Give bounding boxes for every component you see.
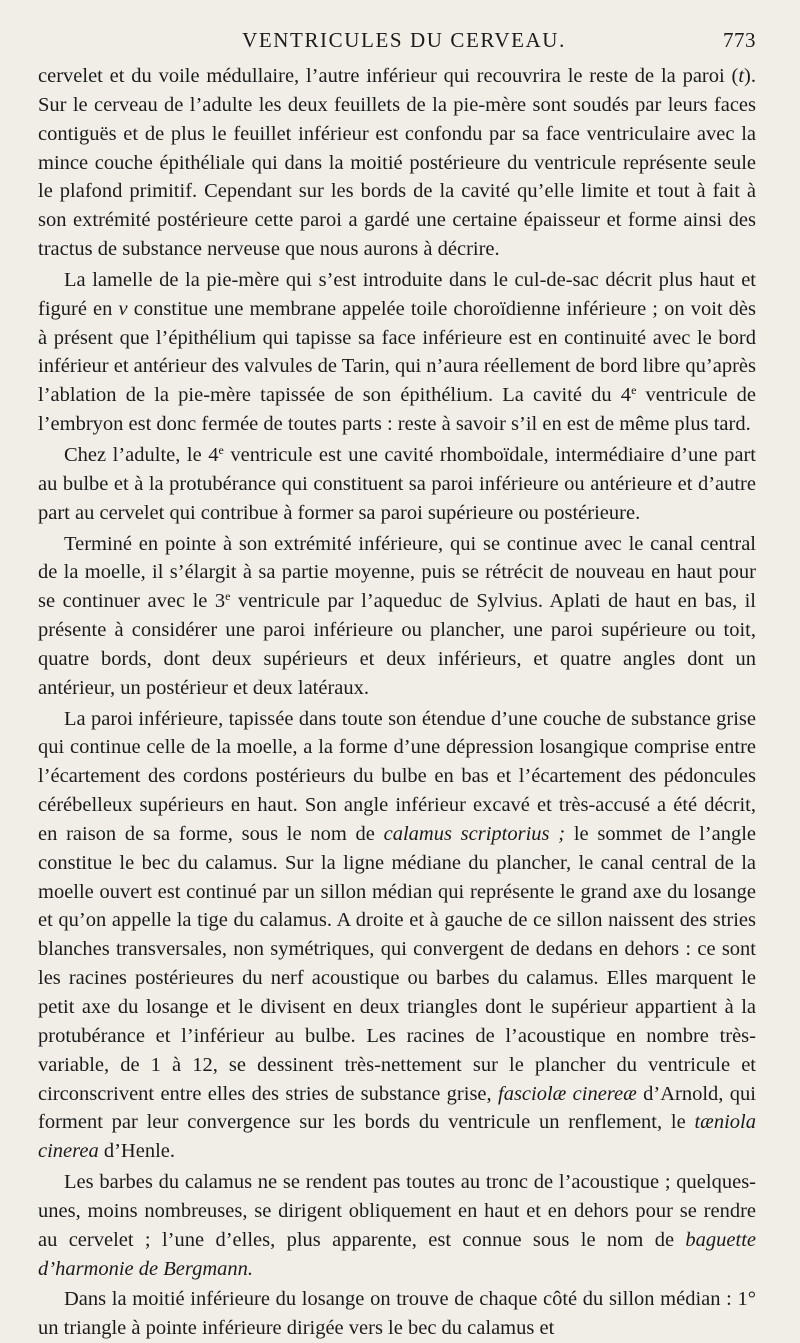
paragraph: [38, 1285, 756, 1343]
text-run: d’Arnold, qui forment par leur convergence sur les bords du ventricule un renflement, le: [38, 1082, 756, 1134]
text-run: ). Sur le cerveau de l’adulte les deux feuillets de la pie-mère sont soudés par leurs faces contiguës et de plus le feuillet inférieur est confondu par sa face ventriculaire avec la mince couche épithéliale qui dans la moitié postérieure du ventricule représente seule le plafond primitif. Cependant sur les bords de la cavité qu’elle limite et tout à fait à son extrémité postérieure cette paroi a gardé une certaine épaisseur et forme ainsi des tractus de substance nerveuse que nous aurons à décrire.: [38, 65, 756, 261]
italic-term: tæniola cinerea: [38, 1111, 756, 1163]
page-number: 773: [723, 28, 756, 52]
italic-term: baguette d’harmonie de Bergmann.: [38, 1228, 756, 1280]
italic-term: calamus scriptorius ;: [383, 822, 566, 845]
text-run: le sommet de l’angle constitue le bec du calamus. Sur la ligne médiane du plancher, le canal central de la moelle ouvert est continué par un sillon médian qui représente le grand axe du losange et qu’on appelle la tige du calamus. A droite et à gauche de ce sillon naissent des stries blanches transversales, non symétriques, qui convergent de dedans en dehors : ce sont les racines postérieures du nerf acoustique ou barbes du calamus. Elles marquent le petit axe du losange et le divisent en deux triangles dont le supérieur appartient à la protubérance et l’inférieur au bulbe. Les racines de l’acoustique en nombre très-variable, de 1 à 12, se dessinent très-nettement sur le plancher du ventricule et circonscrivent entre elles des stries de substance grise,: [38, 822, 756, 1105]
text-run: d’Henle.: [98, 1140, 175, 1163]
ordinal-superscript: e: [631, 383, 637, 398]
italic-term: t: [738, 65, 745, 87]
paragraph: [38, 705, 756, 1167]
text-run: Chez l’adulte, le 4: [64, 443, 219, 466]
text-run: La paroi inférieure, tapissée dans toute son étendue d’une couche de substance grise qui continue celle de la moelle, a la forme d’une dépression losangique comprise entre l’écartement des cordons postérieurs du bulbe en bas et l’écartement des pédoncules cérébelleux supérieurs en haut. Son angle inférieur excavé et très-accusé a été décrit, en raison de sa forme, sous le nom de: [38, 707, 756, 845]
text-run: ventricule est une cavité rhomboïdale, intermédiaire d’une part au bulbe et à la protubérance qui constituent sa paroi inférieure ou antérieure et d’autre part au cervelet qui contribue à former sa paroi supérieure ou postérieure.: [38, 443, 757, 524]
paragraph: [38, 1168, 756, 1283]
paragraph: [38, 62, 756, 264]
running-header: [38, 28, 756, 62]
text-run: Terminé en pointe à son extrémité inférieure, qui se continue avec le canal central de la moelle, il s’élargit à sa partie moyenne, puis se rétrécit de nouveau en haut pour se continuer avec le 3: [38, 532, 756, 613]
text-run: La lamelle de la pie-mère qui s’est introduite dans le cul-de-sac décrit plus haut et figuré en: [38, 268, 756, 320]
paragraph: [38, 530, 756, 703]
text-run: Dans la moitié inférieure du losange on trouve de chaque côté du sillon médian : 1° un triangle à pointe inférieure dirigée vers le bec du calamus et: [38, 1288, 756, 1340]
ordinal-superscript: e: [225, 589, 231, 604]
italic-term: fasciolæ cinereæ: [498, 1082, 637, 1105]
text-run: ventricule de l’embryon est donc fermée de toutes parts : reste à savoir s’il en est de même plus tard.: [38, 384, 757, 436]
body-text: [38, 62, 756, 1343]
ordinal-superscript: e: [218, 442, 224, 457]
italic-term: v: [118, 297, 128, 320]
text-run: cervelet et du voile médullaire, l’autre inférieur qui recouvrira le reste de la paroi (: [38, 65, 739, 87]
text-run: Les barbes du calamus ne se rendent pas toutes au tronc de l’acoustique ; quelques-unes, moins nombreuses, se dirigent obliquement en haut et en dehors pour se rendre au cervelet ; l’une d’elles, plus apparente, est connue sous le nom de: [38, 1171, 756, 1251]
paragraph: [38, 441, 756, 528]
paragraph: [38, 266, 756, 439]
text-run: ventricule par l’aqueduc de Sylvius. Aplati de haut en bas, il présente à considérer une paroi inférieure ou plancher, une paroi supérieure ou toit, quatre bords, dont deux supérieurs et deux inférieurs, et quatre angles dont un antérieur, un postérieur et deux latéraux.: [38, 590, 756, 699]
running-title: VENTRICULES DU CERVEAU.: [242, 28, 566, 52]
text-run: constitue une membrane appelée toile choroïdienne inférieure ; on voit dès à présent que l’épithélium qui tapisse sa face inférieure est en continuité avec le bord inférieur et antérieur des valvules de Tarin, qui n’aura réellement de bord libre qu’après l’ablation de la pie-mère tapissée de son épithélium. La cavité du 4: [38, 297, 757, 407]
